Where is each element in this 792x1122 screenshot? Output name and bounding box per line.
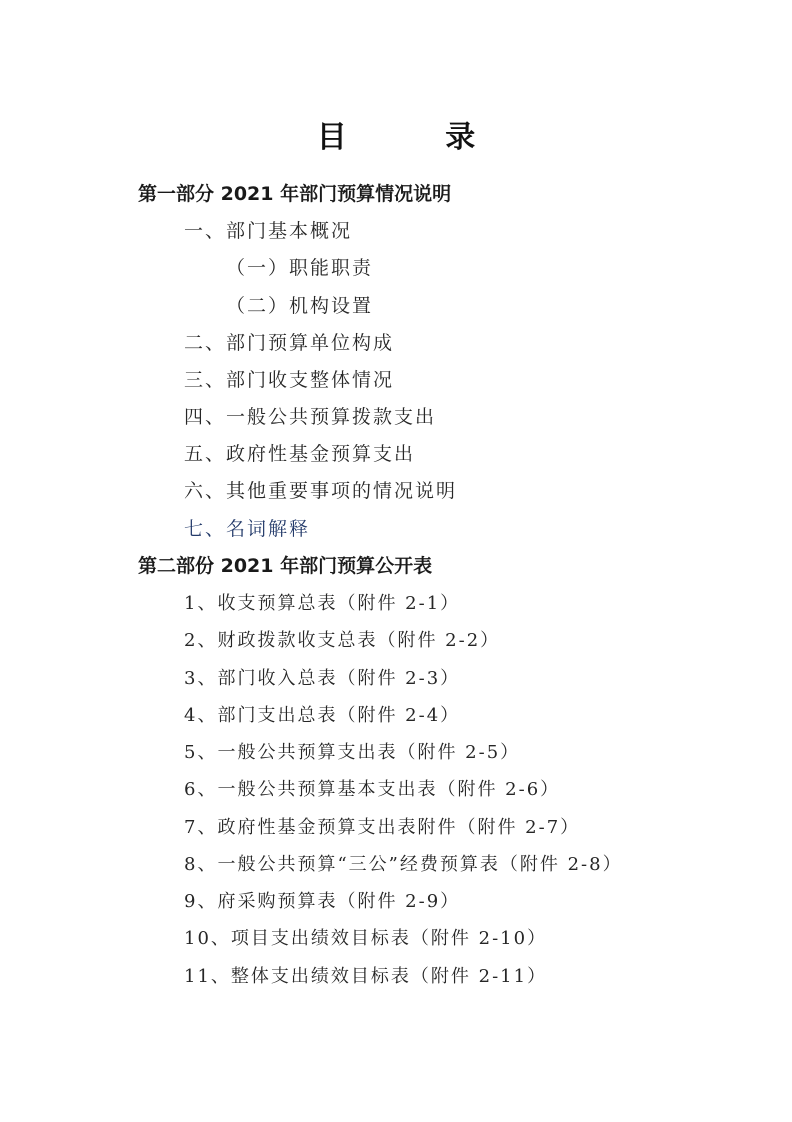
toc-entry-dept-overview[interactable]: 一、部门基本概况	[184, 220, 353, 242]
toc-entry-annex-2-8[interactable]: 8、一般公共预算“三公”经费预算表（附件 2-8）	[184, 854, 623, 875]
toc-entry-annex-2-4[interactable]: 4、部门支出总表（附件 2-4）	[184, 705, 461, 726]
toc-entry-other-matters[interactable]: 六、其他重要事项的情况说明	[184, 480, 458, 502]
toc-entry-income-expense[interactable]: 三、部门收支整体情况	[184, 369, 395, 391]
toc-entry-organization[interactable]: （二）机构设置	[226, 295, 374, 317]
toc-entry-general-budget[interactable]: 四、一般公共预算拨款支出	[184, 406, 437, 428]
toc-entry-annex-2-1[interactable]: 1、收支预算总表（附件 2-1）	[184, 593, 461, 614]
toc-entry-annex-2-10[interactable]: 10、项目支出绩效目标表（附件 2-10）	[184, 928, 548, 949]
toc-entry-duties[interactable]: （一）职能职责	[226, 257, 374, 279]
toc-entry-annex-2-3[interactable]: 3、部门收入总表（附件 2-3）	[184, 668, 461, 689]
page-title: 目 录	[316, 120, 520, 155]
toc-entry-budget-units[interactable]: 二、部门预算单位构成	[184, 332, 395, 354]
toc-entry-annex-2-11[interactable]: 11、整体支出绩效目标表（附件 2-11）	[184, 966, 548, 987]
toc-entry-annex-2-6[interactable]: 6、一般公共预算基本支出表（附件 2-6）	[184, 779, 561, 800]
toc-entry-annex-2-5[interactable]: 5、一般公共预算支出表（附件 2-5）	[184, 742, 521, 763]
part-2-heading[interactable]: 第二部份 2021 年部门预算公开表	[138, 555, 433, 577]
toc-entry-annex-2-7[interactable]: 7、政府性基金预算支出表附件（附件 2-7）	[184, 817, 581, 838]
toc-entry-annex-2-2[interactable]: 2、财政拨款收支总表（附件 2-2）	[184, 630, 501, 651]
toc-entry-fund-budget[interactable]: 五、政府性基金预算支出	[184, 443, 416, 465]
toc-entry-glossary[interactable]: 七、名词解释	[184, 518, 311, 540]
part-1-heading[interactable]: 第一部分 2021 年部门预算情况说明	[138, 183, 452, 205]
toc-entry-annex-2-9[interactable]: 9、府采购预算表（附件 2-9）	[184, 891, 461, 912]
